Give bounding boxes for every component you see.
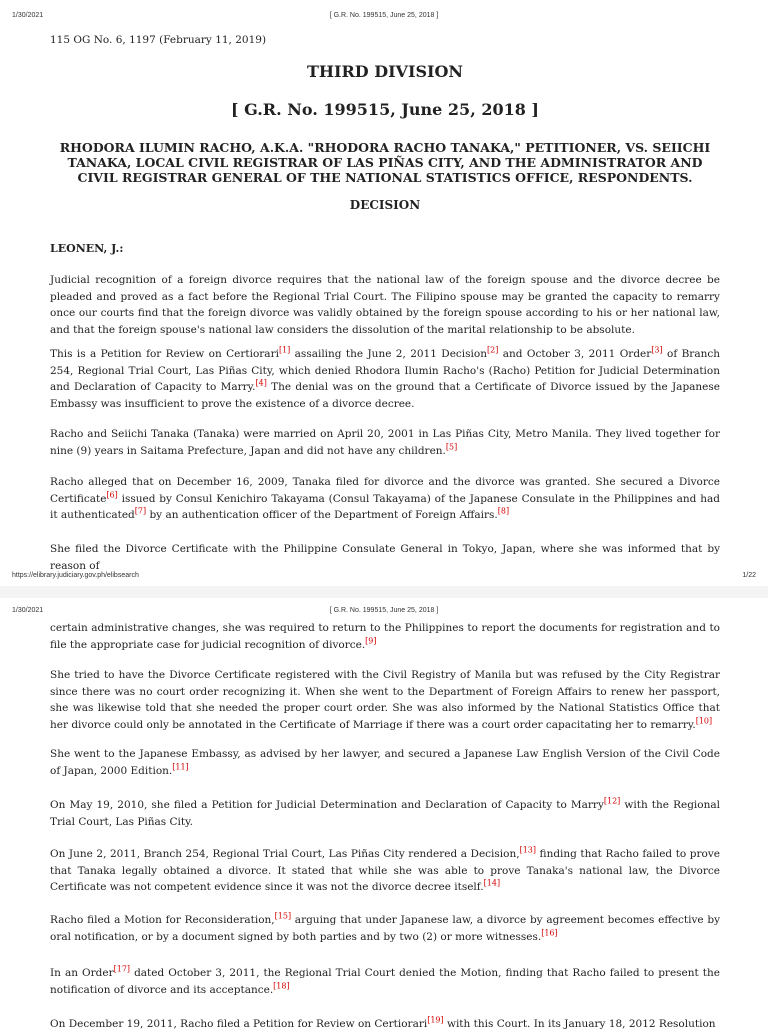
footnote-link[interactable]: [15] — [274, 911, 292, 921]
paragraph-text: Racho alleged that on December 16, 2009, Tanaka filed for divorce and the divorce was granted. She secured a Divorce Certificate — [50, 476, 720, 505]
footnote-link[interactable]: [17] — [113, 964, 131, 974]
paragraph-text: by an authentication officer of the Department of Foreign Affairs. — [146, 509, 498, 521]
paragraph-11 — [50, 965, 720, 998]
citation: 115 OG No. 6, 1197 (February 11, 2019) — [50, 34, 267, 46]
decision-block — [50, 198, 720, 212]
footer-url: https://elibrary.judiciary.gov.ph/elibsearch — [12, 572, 139, 579]
paragraph-text: On June 2, 2011, Branch 254, Regional Trial Court, Las Piñas City rendered a Decision, — [50, 848, 520, 860]
print-title: [ G.R. No. 199515, June 25, 2018 ] — [329, 12, 439, 19]
print-date: 1/30/2021 — [12, 607, 44, 614]
paragraph-text: with this Court. In its January 18, 2012 Resolution — [443, 1018, 716, 1030]
footnote-link[interactable]: [3] — [651, 345, 663, 355]
paragraph-text: This is a Petition for Review on Certiorari — [50, 348, 279, 360]
division-title: THIRD DIVISION — [306, 62, 464, 81]
footnote-link[interactable]: [2] — [487, 345, 499, 355]
paragraph-12 — [50, 1016, 720, 1033]
paragraph-3 — [50, 426, 720, 459]
division-block — [50, 62, 720, 81]
footnote-link[interactable]: [19] — [427, 1015, 444, 1025]
ponente-block — [50, 242, 720, 255]
paragraph-7 — [50, 746, 720, 779]
footnote-link[interactable]: [13] — [519, 845, 537, 855]
footnote-link[interactable]: [4] — [255, 378, 267, 388]
gr-block — [50, 100, 720, 119]
footnote-link[interactable]: [6] — [106, 490, 118, 499]
print-title: [ G.R. No. 199515, June 25, 2018 ] — [329, 607, 439, 614]
parties-block — [50, 140, 720, 185]
paragraph-text: She went to the Japanese Embassy, as advised by her lawyer, and secured a Japanese Law English Version of the Civil Code of Japan, 2000 Edition. — [50, 748, 720, 777]
paragraph-text: and October 3, 2011 Order — [498, 348, 652, 360]
paragraph-text: with the Regional Trial Court, Las Piñas City. — [50, 799, 720, 828]
page-header — [0, 12, 768, 26]
footnote-link[interactable]: [12] — [603, 796, 621, 806]
footnote-link[interactable]: [14] — [483, 878, 501, 888]
paragraph-text: finding that Racho failed to prove that Tanaka legally obtained a divorce. It stated that while she was able to prove Tanaka's national law, the Divorce Certificate was not competent evidence since it was not the divorce decree itself. — [50, 848, 720, 893]
footnote-link[interactable]: [9] — [365, 636, 377, 645]
paragraph-text: In an Order — [50, 967, 114, 979]
footnote-link[interactable]: [10] — [695, 716, 713, 725]
paragraph-text: Racho filed a Motion for Reconsideration, — [50, 914, 275, 926]
footnote-link[interactable]: [18] — [273, 981, 290, 990]
paragraph-text: On May 19, 2010, she filed a Petition for Judicial Determination and Declaration of Capacity to Marry — [50, 799, 604, 811]
paragraph-9 — [50, 846, 720, 896]
paragraph-4 — [50, 474, 720, 524]
page-header — [0, 607, 768, 621]
paragraph-text: Racho and Seiichi Tanaka (Tanaka) were married on April 20, 2001 in Las Piñas City, Metro Manila. They lived together for nine (9) years in Saitama Prefecture, Japan and did not have any children. — [50, 428, 720, 457]
paragraph-6 — [50, 667, 720, 733]
page-footer — [0, 572, 768, 586]
footnote-link[interactable]: [1] — [278, 345, 291, 355]
footnote-link[interactable]: [5] — [445, 442, 458, 451]
page-1 — [50, 34, 720, 46]
paragraph-text: of Branch 254, Regional Trial Court, Las Piñas City, which denied Rhodora Ilumin Racho's (Racho) Petition for Judicial Determination and Declaration of Capacity to Marry. — [50, 348, 720, 393]
paragraph-2 — [50, 346, 720, 412]
paragraph-text: certain administrative changes, she was required to return to the Philippines to report the documents for registration and to file the appropriate case for judicial recognition of divorce. — [50, 622, 720, 651]
paragraph-text: issued by Consul Kenichiro Takayama (Consul Takayama) of the Japanese Consulate in the Philippines and had it authenticated — [50, 492, 720, 521]
footnote-link[interactable]: [11] — [172, 762, 189, 771]
paragraph-5 — [50, 541, 720, 574]
paragraph-text: dated October 3, 2011, the Regional Trial Court denied the Motion, finding that Racho failed to present the notification of divorce and its acceptance. — [50, 967, 720, 996]
paragraph-text: Judicial recognition of a foreign divorce requires that the national law of the foreign spouse and the divorce decree be pleaded and proved as a fact before the Regional Trial Court. The Filipino spouse may be granted the capacity to remarry once our courts find that the foreign divorce was validly obtained by the foreign spouse according to his or her national law, and that the foreign spouse's national law considers the dissolution of the marital relationship to be absolute. — [50, 274, 720, 336]
paragraph-text: On December 19, 2011, Racho filed a Petition for Review on Certiorari — [50, 1018, 428, 1030]
gr-number: [ G.R. No. 199515, June 25, 2018 ] — [231, 100, 539, 119]
paragraph-text: assailing the June 2, 2011 Decision — [290, 348, 487, 360]
paragraph-text: The denial was on the ground that a Certificate of Divorce issued by the Japanese Embassy was insufficient to prove the existence of a divorce decree. — [50, 381, 721, 410]
paragraph-1 — [50, 272, 720, 338]
paragraph-5-continued — [50, 620, 720, 653]
paragraph-text: arguing that under Japanese law, a divorce by agreement becomes effective by oral notification, or by a document signed by both parties and by two (2) or more witnesses. — [50, 914, 721, 943]
footnote-link[interactable]: [7] — [134, 506, 147, 516]
print-date: 1/30/2021 — [12, 12, 44, 19]
paragraph-text: She tried to have the Divorce Certificate registered with the Civil Registry of Manila but was refused by the City Registrar since there was no court order recognizing it. When she went to the Department of Foreign Affairs to renew her passport, she was likewise told that she needed the proper court order. She was also informed by the National Statistics Office that her divorce could only be annotated in the Certificate of Marriage if there was a court order capacitating her to remarry. — [50, 669, 720, 731]
ponente: LEONEN, J.: — [50, 242, 124, 255]
decision-heading: DECISION — [349, 198, 421, 212]
case-parties: RHODORA ILUMIN RACHO, A.K.A. "RHODORA RACHO TANAKA," PETITIONER, VS. SEIICHI TANAKA, LOCAL CIVIL REGISTRAR OF LAS PIÑAS CITY, AND THE ADMINISTRATOR AND CIVIL REGISTRAR GENERAL OF THE NATIONAL STATISTICS OFFICE, RESPONDENTS. — [59, 140, 711, 185]
footnote-link[interactable]: [8] — [497, 506, 510, 516]
paragraph-8 — [50, 797, 720, 830]
page-break — [0, 586, 768, 598]
paragraph-10 — [50, 912, 720, 945]
page-number: 1/22 — [742, 572, 756, 579]
footnote-link[interactable]: [16] — [541, 928, 558, 937]
paragraph-text: She filed the Divorce Certificate with the Philippine Consulate General in Tokyo, Japan, where she was informed that by reason of — [50, 543, 720, 572]
